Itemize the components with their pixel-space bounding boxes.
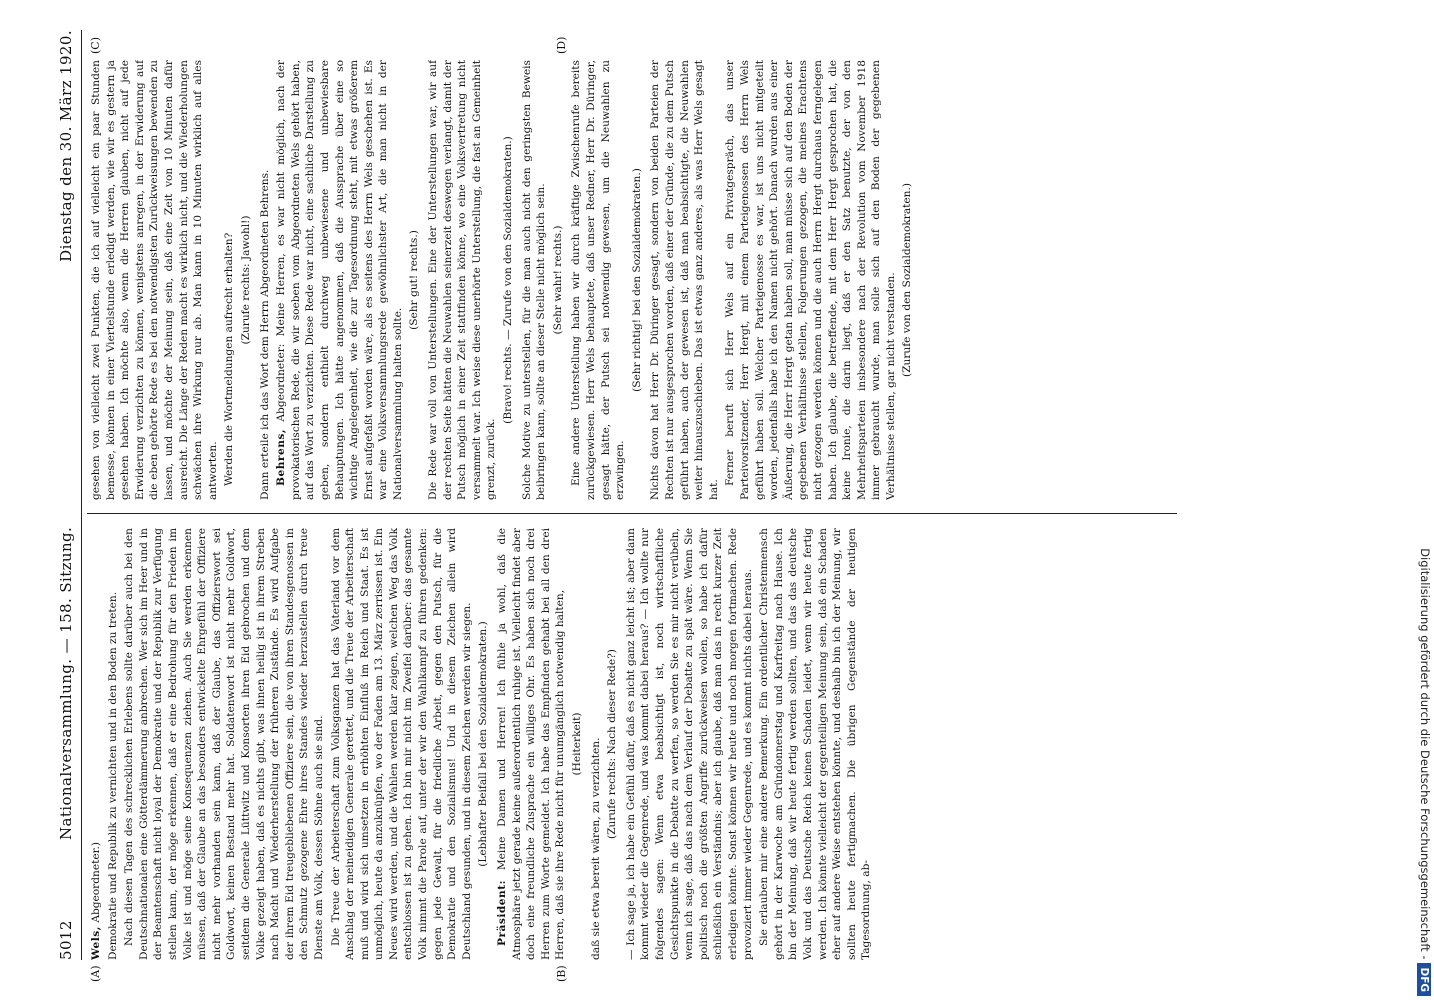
paragraph bbox=[106, 528, 121, 960]
paragraph-text: (Lebhafter Beifall bei den Sozialdemokraten.) bbox=[477, 621, 490, 867]
paragraph bbox=[624, 528, 755, 960]
session-date: Dienstag den 30. März 1920. bbox=[57, 30, 75, 262]
paragraph bbox=[329, 528, 475, 960]
margin-marker-d: (D) bbox=[555, 36, 568, 54]
paragraph-text: (Sehr wahr! rechts.) bbox=[551, 225, 564, 335]
speaker-name: Wels, bbox=[90, 926, 102, 960]
paragraph-text: Abgeordneter.) bbox=[90, 841, 102, 927]
paragraph-text: (Zurufe rechts: Jawohl!) bbox=[239, 215, 252, 345]
paragraph-text: (Sehr richtig! bei den Sozialdemokraten.) bbox=[630, 168, 643, 392]
paragraph-text: Solche Motive zu unterstellen, für die man auch nicht den geringsten Beweis beibringen kann, sollte an dieser Stelle nicht möglich sein. bbox=[520, 60, 548, 500]
paragraph-text: Sie erlauben mir eine andere Bemerkung. Ein ordentlicher Christenmensch gehört in der Karwoche am Gründonnerstag und Karfreitag nach Hause. Ich bin der Meinung, daß wir heute fertig werden sollten, und das das deutsche Volk und das Deutsche Reich keinen Schaden leidet, wenn wir heute fertig werden. Ich könnte vielleicht der gegenteiligen Meinung sein, daß ein Schaden eher auf andere Weise entstehen könnte, und deshalb bin ich der Meinung, wir sollten heute fertigmachen. Die übrigen Gegenstände der heutigen Tagesordnung, ab- bbox=[758, 528, 873, 960]
page-header bbox=[55, 30, 82, 960]
margin-marker-b: (B) bbox=[555, 965, 568, 982]
paragraph-text: daß sie etwa bereit wären, zu verzichten. bbox=[589, 737, 602, 960]
paragraph bbox=[520, 60, 549, 500]
paragraph bbox=[89, 60, 220, 500]
speaker-name: Präsident: bbox=[496, 879, 509, 946]
page-number: 5012 bbox=[57, 920, 75, 960]
paragraph-text: Meine Damen und Herren! Ich fühle ja wohl, daß die Atmosphäre jetzt gerade keine außerordentlich ruhige ist. Vielleicht findet aber doch eine freundliche Zusprache ein williges Ohr. Es haben sich noch drei Herren zum Worte gemeldet. Ich habe das Empfinden gehabt bei all den drei Herren, daß sie ihre Rede nicht für unumgänglich notwendig halten, bbox=[496, 528, 567, 960]
paragraph bbox=[122, 528, 326, 960]
paragraph bbox=[222, 60, 237, 500]
paragraph bbox=[589, 528, 604, 960]
dfg-logo: DFG bbox=[1417, 963, 1431, 996]
paragraph-text: Werden die Wortmeldungen aufrecht erhalten? bbox=[223, 232, 236, 486]
paragraph-text: Abgeordneter: Meine Herren, es war nicht möglich, nach der provokatorischen Rede, die wir soeben vom Abgeordneten Wels gehört haben, auf das Wort zu verzichten. Diese Rede war nicht, eine sachliche Darstellung zu geben, sondern enthielt durchweg unbewiesene und unbewiesbare Behauptungen. Ich hätte angenommen, daß die Aussprache über eine so wichtige Angelegenheit, wie die zur Tagesordnung steht, mit etwas größerem Ernst aufgefaßt worden wäre, als es seitens des Herrn Wels geschehen ist. Es war eine Volksversammlungsrede gewöhnlichster Art, die man nicht in der Nationalversammlung halten sollte. bbox=[275, 60, 404, 500]
paragraph bbox=[426, 60, 499, 500]
paragraph bbox=[900, 60, 915, 500]
paragraph-text: (Sehr gut! rechts.) bbox=[408, 230, 421, 330]
paragraph-text: Eine andere Unterstellung haben wir durch kräftige Zwischenrufe bereits zurückgewiesen. Herr Wels behauptete, daß unser Redner, Herr Dr. Düringer, gesagt hätte, der Putsch sei notwendig gewesen, um die Neuwahlen zu erzwingen. bbox=[570, 60, 627, 500]
paragraph bbox=[569, 60, 627, 500]
paragraph-text: Die Rede war voll von Unterstellungen. Eine der Unterstellungen war, wir auf der rechten Seite hätten die Neuwahlen seinerzeit deswegen verlangt, damit der Putsch möglich in einer Zeit stattfinden könne, wo eine Volksvertretung nicht versammelt war. Ich weise diese unerhörte Unterstellung, die fast an Gemeinheit grenzt, zurück. bbox=[427, 60, 498, 500]
paragraph bbox=[551, 60, 566, 500]
paragraph-text: (Bravo! rechts. — Zurufe von den Sozialdemokraten.) bbox=[502, 136, 515, 424]
watermark-text: Digitalisierung gefördert durch die Deutsche Forschungsgemeinschaft - bbox=[1418, 548, 1432, 960]
paragraph-text: Dann erteile ich das Wort dem Herrn Abgeordneten Behrens. bbox=[258, 169, 271, 500]
margin-marker-c: (C) bbox=[89, 37, 102, 54]
paragraph bbox=[89, 528, 104, 960]
digitization-watermark bbox=[1412, 6, 1434, 996]
paragraph-text: Nach diesen Tagen des schrecklichen Erlebens sollte darüber auch bei den Deutschnationalen eine Götterdämmerung anbrechen. Wer sich im Heer und in der Beamtenschaft nicht loyal der Demokratie und der Republik zur Verfügung stellen kann, der möge erkennen, daß er eine Bedrohung für den Frieden im Volke ist und möge seine Konsequenzen ziehen. Auch Sie werden erkennen müssen, daß der Glaube an das besonders entwickelte Ehrgefühl der Offiziere nicht mehr vorhanden sein kann, daß der Glaube, das Offizierswort sei Goldwort, keinen Bestand mehr hat. Soldatenwort ist nicht mehr Goldwort, seitdem die Generale Lüttwitz und Konsorten ihren Eid gebrochen und dem Volke gezeigt haben, daß es nichts gibt, was ihnen heilig ist in ihrem Streben nach Macht und Wiederherstellung der früheren Zustände. Es wird Aufgabe der ihrem Eid treugebliebenen Offiziere sein, die von ihren Standesgenossen in den Schmutz gezogene Ehre ihres Standes wieder herzustellen durch treue Dienste am Volk, dessen Söhne auch sie sind. bbox=[123, 528, 325, 960]
column-divider bbox=[87, 513, 1177, 514]
paragraph-text: Nichts davon hat Herr Dr. Düringer gesagt, sondern von beiden Parteien der Rechten ist nur ausgesprochen worden, daß einer der Gründe, die zu dem Putsch geführt haben, auch der gewesen ist, daß man beabsichtigte, die Neuwahlen weiter hinauszuschieben. Das ist etwas ganz anderes, als was Herr Wels gesagt hat. bbox=[649, 60, 720, 500]
rotated-document-page bbox=[55, 30, 1385, 982]
paragraph bbox=[757, 528, 874, 960]
paragraph bbox=[495, 528, 568, 960]
paragraph-text: (Zurufe rechts: Nach dieser Rede?) bbox=[606, 649, 619, 839]
paragraph bbox=[274, 60, 405, 500]
paragraph bbox=[476, 528, 491, 960]
paragraph-text: Demokratie und Republik zu vernichten und in den Boden zu treten. bbox=[106, 591, 119, 960]
paragraph bbox=[605, 528, 620, 960]
paragraph bbox=[258, 60, 273, 500]
session-title: Nationalversammlung. — 158. Sitzung. bbox=[57, 526, 75, 840]
paragraph-text: (Heiterkeit) bbox=[571, 712, 583, 776]
paragraph bbox=[501, 60, 516, 500]
margin-marker-a: (A) bbox=[89, 965, 102, 982]
speaker-name: Behrens, bbox=[275, 428, 288, 486]
paragraph-text: — Ich sage ja, ich habe ein Gefühl dafür, daß es nicht ganz leicht ist; aber dann kommt wieder die Gegenrede, und was kommt dabei heraus? — Ich wollte nur folgendes sagen: Wenn etwa beabsichtigt ist, noch wirtschaftliche Gesichtspunkte in die Debatte zu werfen, so werden Sie es mir nicht verübeln, wenn ich sage, daß das nach dem Verlauf der Debatte zu spät wäre. Wenn Sie politisch noch die größten Angriffe zurückweisen wollen, so habe ich dafür schließlich ein Verständnis; aber ich glaube, daß man das in recht kurzer Zeit erledigen könnte. Sonst können wir heute und noch morgen fortmachen. Rede provoziert immer wieder Gegenrede, und es kommt nichts dabei heraus. bbox=[624, 528, 754, 960]
paragraph-text: gesehen von vielleicht zwei Punkten, die ich auf vielleicht ein paar Stunden bemesse, können in einer Viertelstunde erledigt werden, wie wir es gestern ja gesehen haben. Ich möchte also, wenn die Herren glauben, nicht auf jede Erwiderung verzichten zu können, wenigstens anregen, in der Erwiderung auf die eben gehörte Rede es bei den notwendigsten Zurückweisungen bewenden zu lassen, und möchte der Meinung sein, daß eine Zeit von 10 Minuten dafür ausreicht. Die Länge der Reden macht es wirklich nicht, und die Wiederholungen schwächen ihre Wirkung nur ab. Man kann in 10 Minuten wirklich auf alles antworten. bbox=[90, 60, 219, 500]
paragraph-text: Ferner beruft sich Herr Wels auf ein Privatgespräch, das unser Parteivorsitzender, Herr Hergt, mit einem Parteigenossen des Herrn Wels geführt haben soll. Welcher Parteigenosse es war, ist uns nicht mitgeteilt worden, jedenfalls habe ich den Namen nicht gehört. Danach wurden aus einer Äußerung, die Herr Hergt getan haben soll, man müsse sich auf den Boden der gegebenen Verhältnisse stellen, Folgerungen gezogen, die meines Erachtens nicht gezogen werden können und die auch Herrn Hergt durchaus ferngelegen haben. Ich glaube, die betreffende, mit dem Herr Hergt gesprochen hat, die keine Ironie, die darin liegt, daß er den Satz benutzte, der von den Mehrheitsparteien insbesondere nach der Revolution vom November 1918 immer gebraucht wurde, man solle sich auf den Boden der gegebenen Verhältnisse stellen, gar nicht verstanden. bbox=[724, 60, 897, 500]
paragraph bbox=[407, 60, 422, 500]
paragraph bbox=[630, 60, 645, 500]
right-text-column bbox=[89, 60, 1169, 500]
paragraph bbox=[570, 528, 585, 960]
paragraph bbox=[239, 60, 254, 500]
paragraph-text: (Zurufe von den Sozialdemokraten.) bbox=[901, 183, 914, 377]
left-text-column bbox=[89, 528, 1169, 960]
paragraph bbox=[723, 60, 898, 500]
paragraph-text: Die Treue der Arbeiterschaft zum Volksganzen hat das Vaterland vor dem Anschlag der meineidigen Generale gerettet, und die Treue der Arbeiterschaft muß und wird sich umsetzen in erhöhten Einfluß im Reich und Staat. Es ist unmöglich, heute da anzuknüpfen, wo der Faden am 13. März zerrissen ist. Ein Neues wird werden, und die Wahlen werden klar zeigen, welchen Weg das Volk entschlossen ist zu gehen. Ich bin mir nicht im Zweifel darüber: das gesamte Volk nimmt die Parole auf, unter der wir den Wahlkampf zu führen gedenken: gegen jede Gewalt, für die friedliche Arbeit, gegen den Putsch, für die Demokratie und den Sozialismus! Und in diesem Zeichen allein wird Deutschland gesunden, und in diesem Zeichen werden wir siegen. bbox=[329, 528, 473, 960]
paragraph bbox=[648, 60, 721, 500]
